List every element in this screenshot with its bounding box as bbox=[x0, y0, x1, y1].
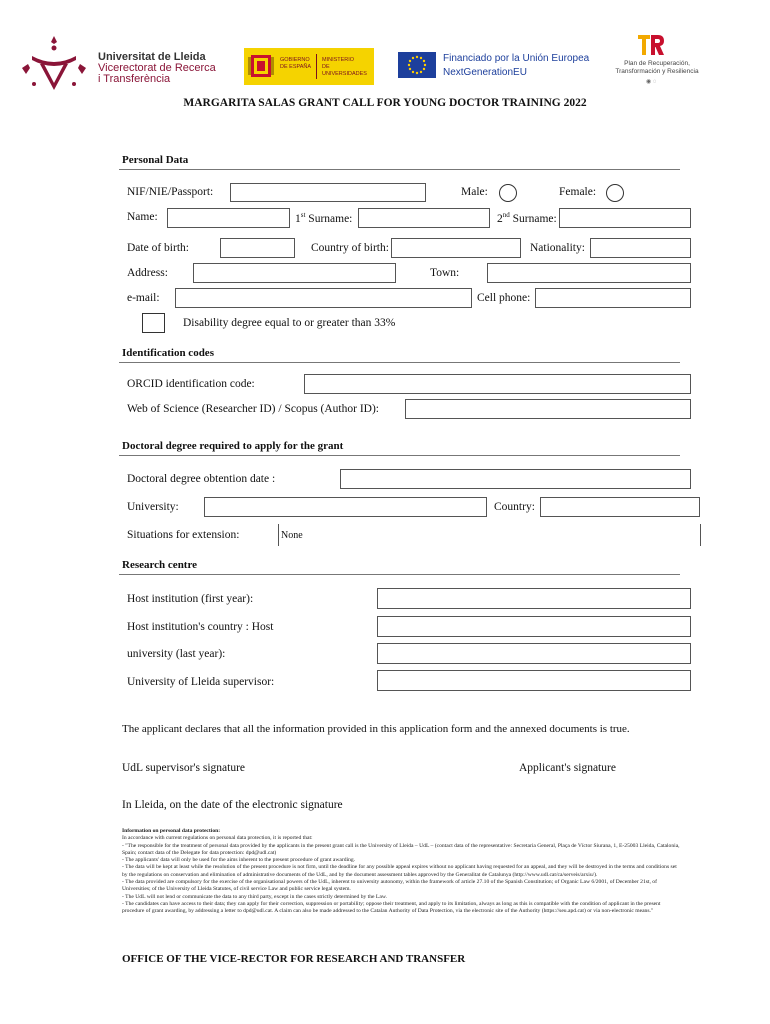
privacy-line: - The applicants' data will only be used for the aims inherent to the present procedure of grant awarding. bbox=[122, 857, 356, 864]
eu-text bbox=[443, 52, 589, 80]
surname1-input[interactable] bbox=[358, 208, 490, 228]
email-label: e-mail: bbox=[127, 292, 160, 304]
host-first-input[interactable] bbox=[377, 588, 691, 609]
surname2-input[interactable] bbox=[559, 208, 691, 228]
nif-input[interactable] bbox=[230, 183, 426, 202]
udl-line2: Vicerectorat de Recerca bbox=[98, 62, 216, 74]
orcid-input[interactable] bbox=[304, 374, 691, 394]
seal-icon: ◉ ◌ bbox=[646, 79, 657, 85]
spain-shield-icon bbox=[248, 52, 274, 81]
town-label: Town: bbox=[430, 267, 460, 279]
orcid-label: ORCID identification code: bbox=[127, 378, 255, 390]
footer-office: OFFICE OF THE VICE-RECTOR FOR RESEARCH AND TRANSFER bbox=[122, 953, 466, 965]
privacy-notice bbox=[122, 828, 682, 916]
host-first-label: Host institution (first year): bbox=[127, 593, 254, 605]
plan-small-icons bbox=[646, 78, 656, 85]
udl-name bbox=[98, 52, 216, 85]
degree-date-input[interactable] bbox=[340, 469, 691, 489]
female-label: Female: bbox=[559, 186, 597, 198]
section-rule bbox=[119, 574, 680, 575]
disability-checkbox[interactable] bbox=[142, 313, 165, 333]
privacy-line: - The UdL will not lend or communicate the data to any third party, except in the cases strictly determined by the Law. bbox=[122, 893, 387, 900]
name-input[interactable] bbox=[167, 208, 290, 228]
place-date-text: In Lleida, on the date of the electronic signature bbox=[122, 799, 343, 811]
section-rule bbox=[119, 362, 680, 363]
surname2-label bbox=[497, 211, 557, 225]
university-input[interactable] bbox=[204, 497, 487, 517]
plan-logo bbox=[636, 33, 666, 57]
plan-text bbox=[612, 60, 702, 76]
host-country-input[interactable] bbox=[377, 616, 691, 637]
privacy-title: Information on personal data protection: bbox=[122, 828, 221, 834]
cell-input[interactable] bbox=[535, 288, 691, 308]
section-ident-heading: Identification codes bbox=[122, 347, 214, 359]
udl-line1: Universitat de Lleida bbox=[98, 51, 206, 63]
gob-line1: GOBIERNO bbox=[280, 57, 310, 63]
eu-flag bbox=[398, 52, 436, 78]
section-doctoral-heading: Doctoral degree required to apply for the grant bbox=[122, 440, 344, 452]
section-rule bbox=[119, 455, 680, 456]
email-input[interactable] bbox=[175, 288, 472, 308]
surname1-label bbox=[295, 211, 352, 225]
dob-input[interactable] bbox=[220, 238, 295, 258]
nationality-label: Nationality: bbox=[530, 242, 585, 254]
privacy-line: In accordance with current regulations on personal data protection, it is reported that: bbox=[122, 835, 313, 842]
cell-label: Cell phone: bbox=[477, 292, 531, 304]
wos-input[interactable] bbox=[405, 399, 691, 419]
min-line2: DE UNIVERSIDADES bbox=[322, 64, 367, 77]
nationality-input[interactable] bbox=[590, 238, 691, 258]
section-personal-heading: Personal Data bbox=[122, 154, 189, 166]
udl-emblem-icon bbox=[18, 34, 90, 94]
extension-input[interactable] bbox=[278, 524, 701, 546]
plan-line1: Plan de Recuperación, bbox=[624, 60, 690, 67]
surname1-sup: st bbox=[300, 211, 306, 219]
surname1-text: Surname: bbox=[308, 212, 353, 225]
supervisor-label: University of Lleida supervisor: bbox=[127, 676, 275, 688]
wos-label: Web of Science (Researcher ID) / Scopus (Author ID): bbox=[127, 403, 379, 415]
extension-label: Situations for extension: bbox=[127, 529, 240, 541]
udl-line3: i Transferència bbox=[98, 73, 171, 85]
disability-label: Disability degree equal to or greater than 33% bbox=[183, 317, 396, 329]
name-label: Name: bbox=[127, 211, 158, 223]
country-input[interactable] bbox=[540, 497, 700, 517]
privacy-line: - The data provided are compulsory for the exercise of the organisational powers of the UdL, inherent to university autonomy, within the framework of article 27.10 of the Spanish Constitution; of Organic Law 6/2001, of December 21st, of Universities; of the University of Lleida Statutes, of civil service Law and public service legal system. bbox=[122, 879, 657, 893]
country-birth-input[interactable] bbox=[391, 238, 521, 258]
extension-value: None bbox=[281, 530, 303, 541]
town-input[interactable] bbox=[487, 263, 691, 283]
female-radio[interactable] bbox=[606, 184, 624, 202]
country-label: Country: bbox=[494, 501, 535, 513]
host-country-label: Host institution's country : Host bbox=[127, 621, 274, 633]
surname2-text: Surname: bbox=[512, 212, 557, 225]
host-last-label: university (last year): bbox=[127, 648, 226, 660]
privacy-line: - The candidates can have access to their data; they can apply for their correction, suppression or portability; oppose their treatment, and apply to its limitation, always as long as this is compatible with the condition of applicant in the present procedure of grant awarding, by addressing a letter to dpd@udl.cat. A claim can also be made addressed to the Catalan Authority of Data Protection, via the electronic site of the Authority (https://seu.apd.cat) or via non-electronic means." bbox=[122, 900, 661, 915]
male-label: Male: bbox=[461, 186, 488, 198]
declaration-text: The applicant declares that all the information provided in this application form and the annexed documents is true. bbox=[122, 723, 630, 735]
plan-line2: Transformación y Resiliencia bbox=[615, 68, 699, 75]
privacy-line: - The data will be kept at least while the resolution of the present procedure is not firm, until the deadline for any possible appeal expires without no applicant having requested for an appeal, and they will be destroyed in the terms and conditions set by the regulations on conservation and elimination of administrative documents of the UdL, and by the document assessment tables approved by the Generalitat de Catalunya (http://www.udl.cat/ca/serveis/arxiu/). bbox=[122, 864, 677, 878]
university-label: University: bbox=[127, 501, 179, 513]
section-research-heading: Research centre bbox=[122, 559, 198, 571]
surname1-number: 1 bbox=[295, 212, 301, 225]
tr-logo-icon bbox=[636, 33, 666, 57]
applicant-signature-label: Applicant's signature bbox=[519, 762, 616, 774]
nif-label: NIF/NIE/Passport: bbox=[127, 186, 214, 198]
supervisor-input[interactable] bbox=[377, 670, 691, 691]
gobierno-logo bbox=[244, 48, 374, 85]
eu-stars-icon bbox=[398, 52, 436, 78]
section-rule bbox=[119, 169, 680, 170]
male-radio[interactable] bbox=[499, 184, 517, 202]
eu-line1: Financiado por la Unión Europea bbox=[443, 53, 590, 64]
udl-logo bbox=[18, 34, 90, 94]
dob-label: Date of birth: bbox=[127, 242, 189, 254]
min-line1: MINISTERIO bbox=[322, 57, 355, 63]
address-input[interactable] bbox=[193, 263, 396, 283]
gob-line2: DE ESPAÑA bbox=[280, 64, 312, 70]
degree-date-label: Doctoral degree obtention date : bbox=[127, 473, 276, 485]
surname2-sup: nd bbox=[502, 211, 510, 219]
page-title: MARGARITA SALAS GRANT CALL FOR YOUNG DOCTOR TRAINING 2022 bbox=[183, 97, 587, 109]
eu-line2: NextGenerationEU bbox=[443, 67, 527, 78]
privacy-line: - "The responsible for the treatment of personal data provided by the applicants in the present grant call is the University of Lleida – UdL – (contact data of the representative: Secretaria General, Plaça de Víctor Siurana, 1, E-25003 Lleida, Catalonia, Spain; contact data of the Delegate for data protection: dpd@udl.cat) bbox=[122, 842, 680, 856]
supervisor-signature-label: UdL supervisor's signature bbox=[122, 762, 246, 774]
address-label: Address: bbox=[127, 267, 168, 279]
host-last-input[interactable] bbox=[377, 643, 691, 664]
country-birth-label: Country of birth: bbox=[311, 242, 389, 254]
surname2-number: 2 bbox=[497, 212, 503, 225]
